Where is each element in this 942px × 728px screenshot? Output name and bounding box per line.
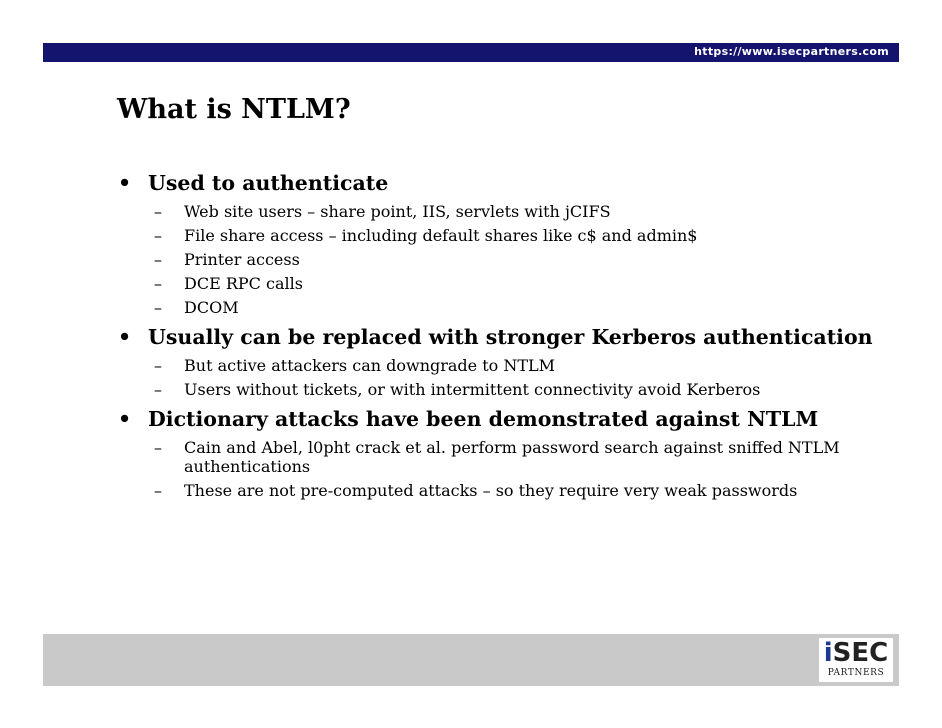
header-url[interactable]: https://www.isecpartners.com	[694, 45, 889, 58]
sub-item	[118, 274, 878, 293]
dash-glyph: –	[154, 298, 162, 317]
dash-glyph: –	[154, 274, 162, 293]
bullet-item	[118, 322, 878, 352]
sub-item	[118, 438, 878, 476]
sub-item	[118, 298, 878, 317]
sub-text: Printer access	[184, 250, 300, 269]
bullet-glyph: •	[118, 171, 132, 195]
sub-item	[118, 356, 878, 375]
sub-text: DCOM	[184, 298, 239, 317]
dash-glyph: –	[154, 226, 162, 245]
sub-text: But active attackers can downgrade to NTLM	[184, 356, 556, 375]
bullet-text: Usually can be replaced with stronger Kerberos authentication	[148, 325, 873, 349]
logo-wordmark: iSEC	[823, 638, 889, 668]
sub-list	[118, 202, 878, 317]
header-bar	[43, 43, 899, 62]
sub-text: Users without tickets, or with intermittent connectivity avoid Kerberos	[184, 380, 761, 399]
sub-text: Cain and Abel, l0pht crack et al. perform password search against sniffed NTLM authentications	[184, 438, 840, 476]
bullet-item	[118, 168, 878, 198]
sub-item	[118, 202, 878, 221]
bullet-glyph: •	[118, 407, 132, 431]
dash-glyph: –	[154, 380, 162, 399]
sub-item	[118, 481, 878, 500]
sub-text: File share access – including default shares like c$ and admin$	[184, 226, 698, 245]
dash-glyph: –	[154, 481, 162, 500]
footer-bar	[43, 634, 899, 686]
slide-content	[118, 168, 878, 505]
dash-glyph: –	[154, 250, 162, 269]
logo-partners-text: PARTNERS	[827, 668, 885, 678]
sub-list	[118, 438, 878, 500]
sub-item	[118, 250, 878, 269]
slide-title: What is NTLM?	[117, 94, 351, 125]
sub-list	[118, 356, 878, 399]
sub-text: Web site users – share point, IIS, servlets with jCIFS	[184, 202, 611, 221]
sub-text: DCE RPC calls	[184, 274, 303, 293]
sub-item	[118, 380, 878, 399]
bullet-item	[118, 404, 878, 434]
sub-item	[118, 226, 878, 245]
dash-glyph: –	[154, 438, 162, 457]
bullet-text: Dictionary attacks have been demonstrated against NTLM	[148, 407, 819, 431]
isec-partners-logo	[819, 638, 893, 682]
sub-text: These are not pre-computed attacks – so they require very weak passwords	[184, 481, 798, 500]
bullet-glyph: •	[118, 325, 132, 349]
dash-glyph: –	[154, 356, 162, 375]
bullet-text: Used to authenticate	[148, 171, 389, 195]
dash-glyph: –	[154, 202, 162, 221]
